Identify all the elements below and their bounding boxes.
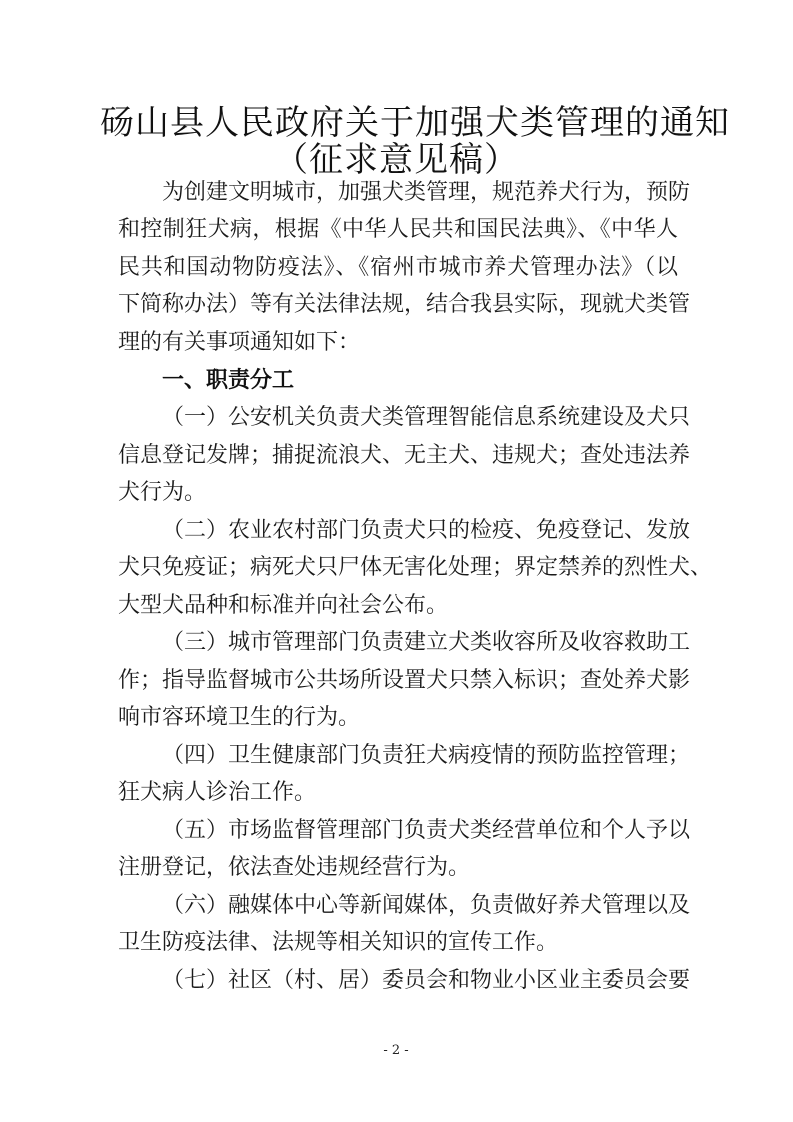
intro-line-1: 为创建文明城市，加强犬类管理，规范养犬行为，预防 (162, 180, 691, 205)
item-1-line-1: （一）公安机关负责犬类管理智能信息系统建设及犬只 (162, 405, 691, 430)
item-1-line-3: 犬行为。 (118, 480, 207, 505)
item-5-line-2: 注册登记，依法查处违规经营行为。 (118, 855, 471, 880)
item-6-line-1: （六）融媒体中心等新闻媒体，负责做好养犬管理以及 (162, 893, 691, 918)
item-2-line-3: 大型犬品种和标准并向社会公布。 (118, 593, 449, 618)
document-subtitle: （征求意见稿） (274, 140, 519, 180)
item-4-line-1: （四）卫生健康部门负责狂犬病疫情的预防监控管理； (162, 743, 691, 768)
intro-line-3: 民共和国动物防疫法》、《宿州市城市养犬管理办法》（以 (118, 255, 678, 280)
item-2-line-1: （二）农业农村部门负责犬只的检疫、免疫登记、发放 (162, 518, 691, 543)
intro-line-2: 和控制狂犬病，根据《中华人民共和国民法典》、《中华人 (118, 217, 678, 242)
document-title: 砀山县人民政府关于加强犬类管理的通知 (100, 103, 730, 143)
item-3-line-1: （三）城市管理部门负责建立犬类收容所及收容救助工 (162, 630, 691, 655)
item-7-line-1: （七）社区（村、居）委员会和物业小区业主委员会要 (162, 968, 691, 993)
page-number: - 2 - (383, 1043, 409, 1058)
item-1-line-2: 信息登记发牌；捕捉流浪犬、无主犬、违规犬；查处违法养 (118, 443, 691, 468)
item-3-line-2: 作；指导监督城市公共场所设置犬只禁入标识；查处养犬影 (118, 668, 691, 693)
item-4-line-2: 狂犬病人诊治工作。 (118, 780, 317, 805)
item-3-line-3: 响市容环境卫生的行为。 (118, 705, 361, 730)
item-2-line-2: 犬只免疫证；病死犬只尸体无害化处理；界定禁养的烈性犬、 (118, 555, 713, 580)
item-5-line-1: （五）市场监督管理部门负责犬类经营单位和个人予以 (162, 818, 691, 843)
intro-line-4: 下简称办法）等有关法律法规，结合我县实际，现就犬类管 (118, 292, 691, 317)
item-6-line-2: 卫生防疫法律、法规等相关知识的宣传工作。 (118, 930, 559, 955)
section-heading-duties: 一、职责分工 (162, 368, 295, 393)
intro-line-5: 理的有关事项通知如下： (118, 330, 361, 355)
